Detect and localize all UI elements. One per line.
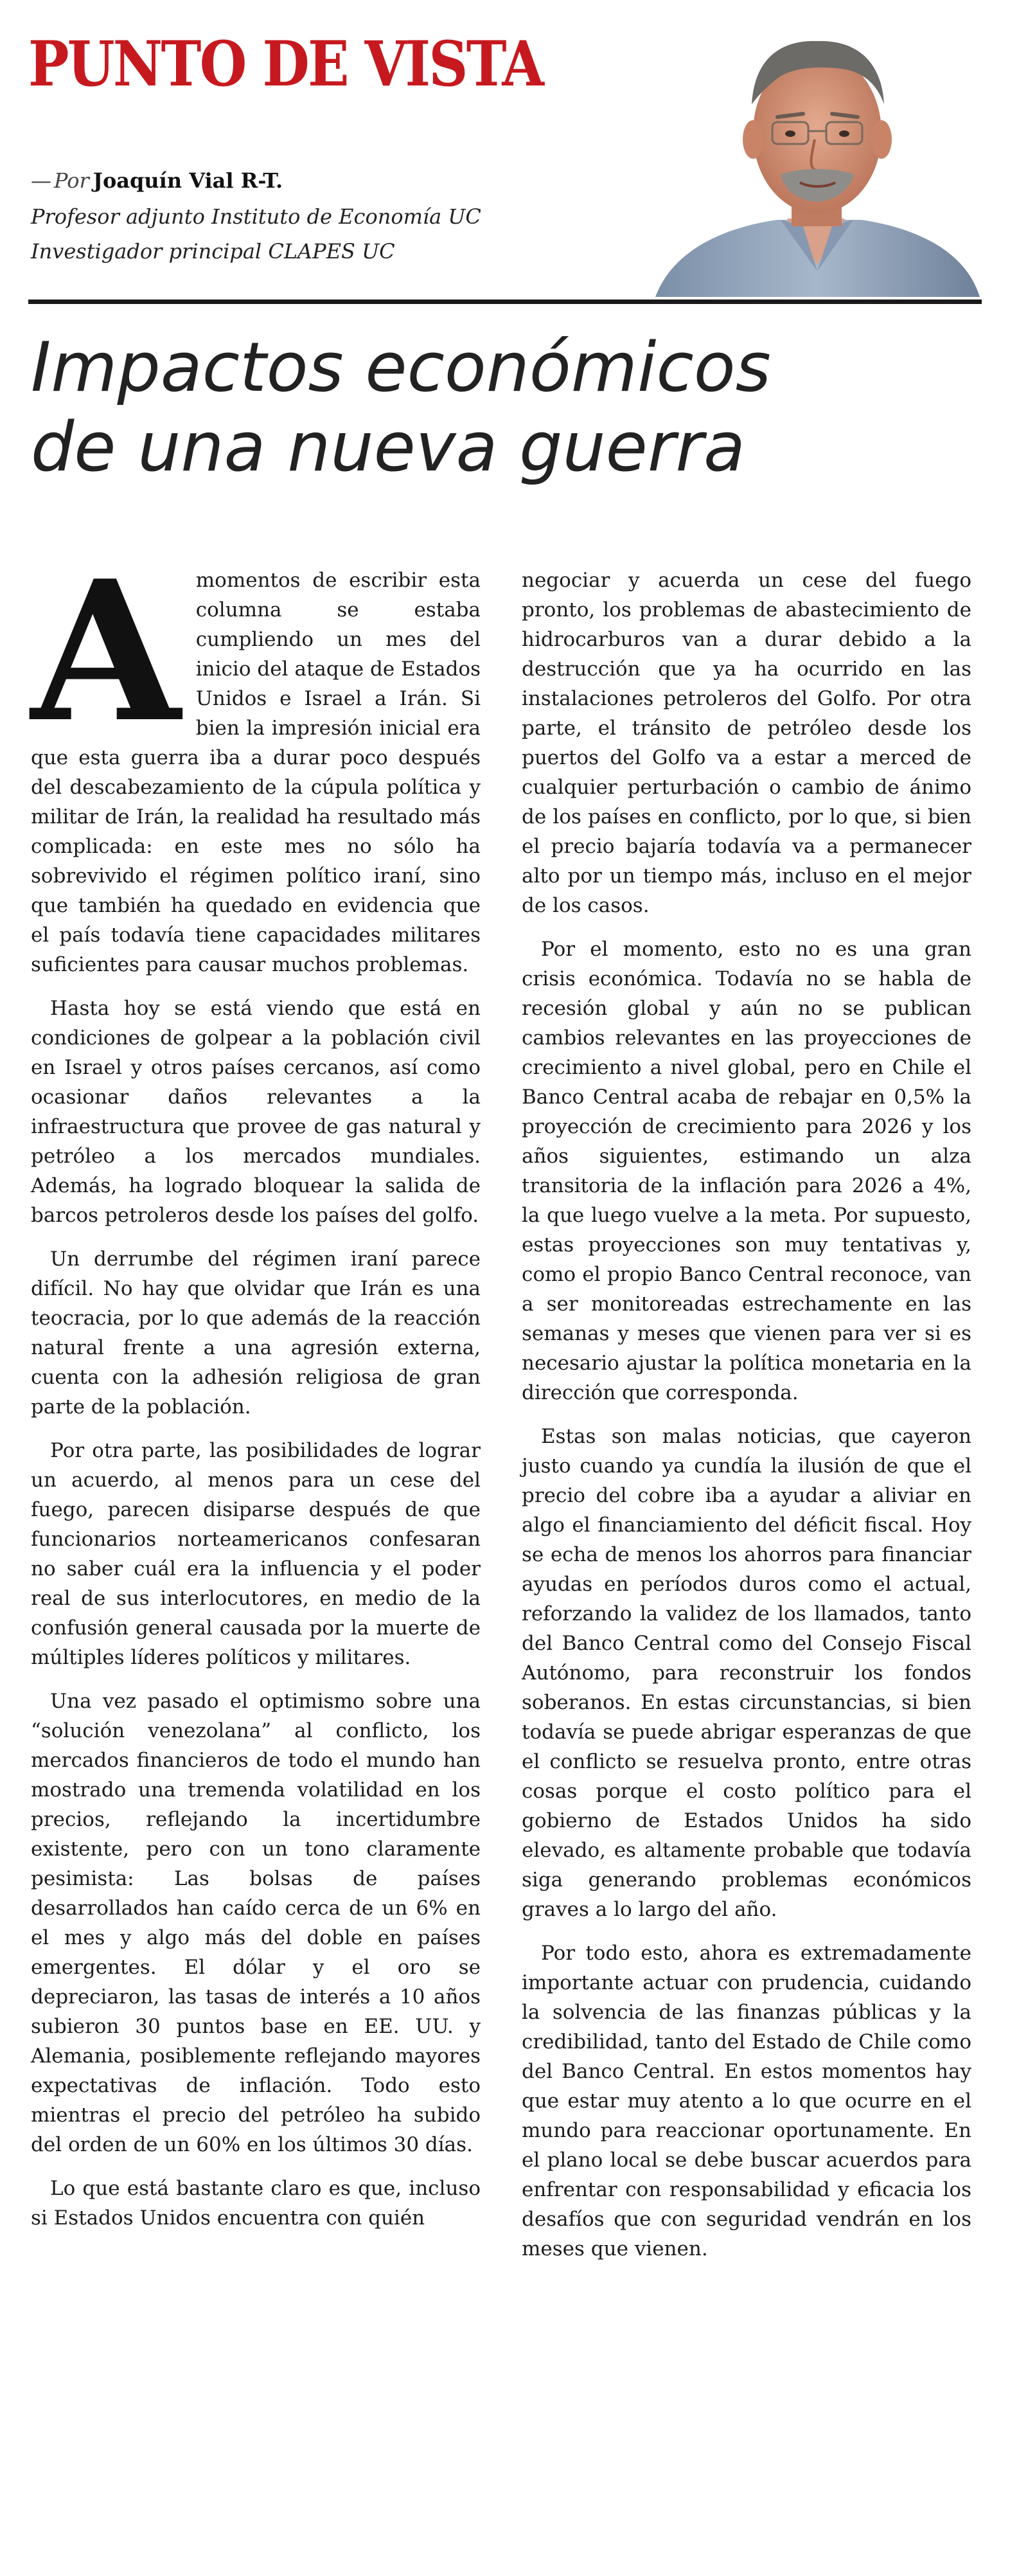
section-title: PUNTO DE VISTA — [28, 28, 543, 100]
paragraph-2: Hasta hoy se está viendo que está en condiciones de golpear a la población civil en Israel y otros países cercanos, así como ocasionar daños relevantes a la infraestructura que provee de gas natural y petróleo a los mercados mundiales. Además, ha logrado bloquear la salida de barcos petroleros desde los países del golfo. — [31, 997, 481, 1227]
headline — [31, 328, 771, 487]
header-rule — [28, 300, 982, 304]
author-role-1: Profesor adjunto Instituto de Economía UC — [31, 204, 481, 229]
byline-dash: — — [31, 168, 51, 193]
paragraph-5: Una vez pasado el optimismo sobre una “solución venezolana” al conflicto, los mercados financieros de todo el mundo han mostrado una tremenda volatilidad en los precios, reflejando la incertidumbre existente, pero con un tono claramente pesimista: Las bolsas de países desarrollados han caído cerca de un 6% en el mes y algo más del doble en países emergentes. El dólar y el oro se depreciaron, las tasas de interés a 10 años subieron 30 puntos base en EE. UU. y Alemania, posiblemente reflejando mayores expectativas de inflación. Todo esto mientras el precio del petróleo ha subido del orden de un 60% en los últimos 30 días. — [31, 1690, 481, 2156]
paragraph-8: Estas son malas noticias, que cayeron justo cuando ya cundía la ilusión de que el precio del cobre iba a ayudar a aliviar en algo el financiamiento del déficit fiscal. Hoy se echa de menos los ahorros para financiar ayudas en períodos duros como el actual, reforzando la validez de los llamados, tanto del Banco Central como del Consejo Fiscal Autónomo, para reconstruir los fondos soberanos. En estas circunstancias, si bien todavía se puede abrigar esperanzas de que el conflicto se resuelva pronto, entre otras cosas porque el costo político para el gobierno de Estados Unidos ha sido elevado, es altamente probable que todavía siga generando problemas económicos graves a lo largo del año. — [522, 1425, 971, 1921]
paragraph-1 — [31, 538, 481, 979]
paragraph-6-end: negociar y acuerda un cese del fuego pronto, los problemas de abastecimiento de hidrocarburos van a durar debido a la destrucción que ya ha ocurrido en las instalaciones petroleros del Golfo. Por otra parte, el tránsito de petróleo desde los puertos del Golfo va a estar a merced de cualquier perturbación o cambio de ánimo de los países en conflicto, por lo que, si bien el precio bajaría todavía va a permanecer alto por un tiempo más, incluso en el mejor de los casos. — [522, 569, 971, 917]
paragraph-4: Por otra parte, las posibilidades de lograr un acuerdo, al menos para un cese del fuego, parecen disiparse después de que funcionarios norteamericanos confesaran no saber cuál era la influencia y el poder real de sus interlocutores, en medio de la confusión general causada por la muerte de múltiples líderes políticos y militares. — [31, 1439, 481, 1669]
paragraph-3: Un derrumbe del régimen iraní parece difícil. No hay que olvidar que Irán es una teocracia, por lo que además de la reacción natural frente a una agresión externa, cuenta con la adhesión religiosa de gran parte de la población. — [31, 1248, 481, 1418]
headline-line-1: Impactos económicos — [31, 328, 771, 407]
paragraph-7: Por el momento, esto no es una gran crisis económica. Todavía no se habla de recesión global y aún no se publican cambios relevantes en las proyecciones de crecimiento a nivel global, pero en Chile el Banco Central acaba de rebajar en 0,5% la proyección de crecimiento para 2026 y los años siguientes, estimando un alza transitoria de la inflación para 2026 a 4%, la que luego vuelve a la meta. Por supuesto, estas proyecciones son muy tentativas y, como el propio Banco Central reconoce, van a ser monitoreadas estrechamente en las semanas y meses que vienen para ver si es necesario ajustar la política monetaria en la dirección que corresponda. — [522, 938, 971, 1404]
article-column-right — [522, 566, 971, 2278]
byline — [31, 168, 283, 193]
paragraph-9: Por todo esto, ahora es extremadamente importante actuar con prudencia, cuidando la solvencia de las finanzas públicas y la credibilidad, tanto del Estado de Chile como del Banco Central. En estos momentos hay que estar muy atento a lo que ocurre en el mundo para reaccionar oportunamente. En el plano local se debe buscar acuerdos para enfrentar con responsabilidad y eficacia los desafíos que con seguridad vendrán en los meses que vienen. — [522, 1942, 971, 2260]
author-portrait — [649, 14, 983, 297]
headline-line-2: de una nueva guerra — [31, 407, 745, 487]
paragraph-1-text: momentos de escribir esta columna se estaba cumpliendo un mes del inicio del ataque de Estados Unidos e Israel a Irán. Si bien la impresión inicial era que esta guerra iba a durar poco después del descabezamiento de la cúpula política y militar de Irán, la realidad ha resultado más complicada: en este mes no sólo ha sobrevivido el régimen político iraní, sino que también ha quedado en evidencia que el país todavía tiene capacidades militares suficientes para causar muchos problemas. — [31, 569, 481, 976]
drop-cap: A — [31, 538, 181, 765]
paragraph-6-start: Lo que está bastante claro es que, incluso si Estados Unidos encuentra con quién — [31, 2177, 481, 2230]
author-role-2: Investigador principal CLAPES UC — [31, 239, 395, 264]
author-name: Joaquín Vial R-T. — [93, 168, 283, 193]
article-column-left — [31, 538, 481, 2247]
byline-prefix: Por — [54, 168, 89, 193]
